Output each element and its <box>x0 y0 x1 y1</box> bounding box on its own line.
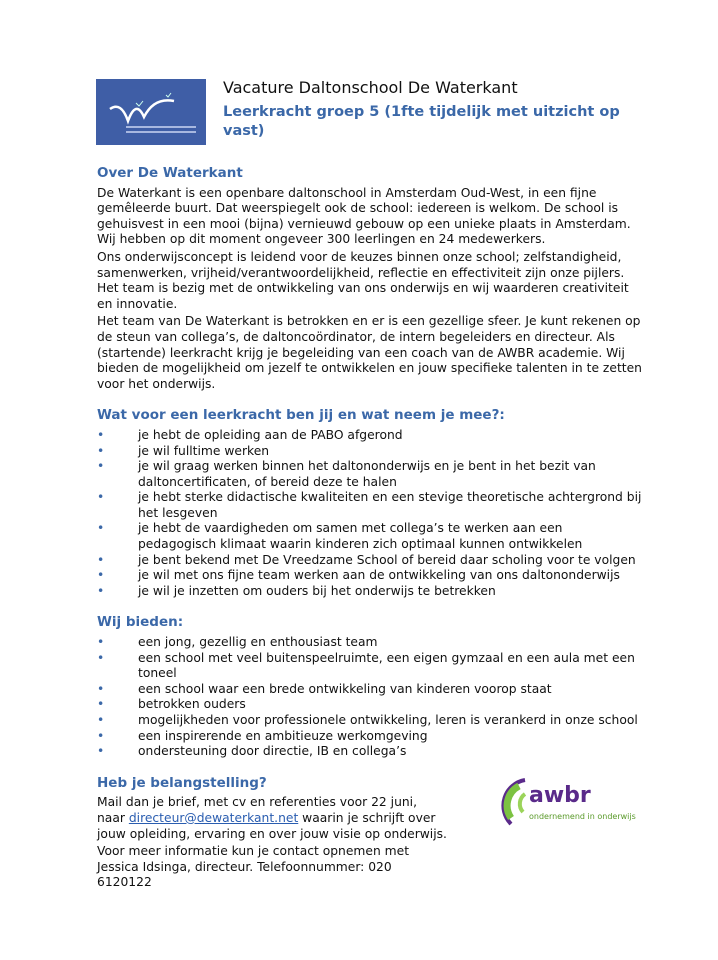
list-item: • een school met veel buitenspeelruimte, een eigen gymzaal en een aula met een toneel <box>97 651 642 682</box>
about-heading: Over De Waterkant <box>97 165 243 181</box>
contact-line: Mail dan je brief, met cv en referenties voor 22 juni, naar <box>97 795 417 825</box>
about-paragraph: De Waterkant is een openbare daltonschool in Amsterdam Oud-West, in een fijne gemêleerde buurt. Dat weerspiegelt ook de school: iedereen is welkom. De school is gehuisvest in een mooi (bijna) vernieuwd gebouw op een unieke plaats in Amsterdam. Wij hebben op dit moment ongeveer 300 leerlingen en 24 medewerkers. <box>97 185 631 247</box>
list-item: • je hebt sterke didactische kwaliteiten en een stevige theoretische achtergrond bij het lesgeven <box>97 490 642 521</box>
list-item: • je hebt de opleiding aan de PABO afgerond <box>97 428 642 444</box>
list-item: • je wil graag werken binnen het daltononderwijs en je bent in het bezit van daltoncertificaten, of bereid deze te halen <box>97 459 642 490</box>
about-paragraph: Ons onderwijsconcept is leidend voor de keuzes binnen onze school; zelfstandigheid, samenwerken, vrijheid/verantwoordelijkheid, reflectie en effectiviteit zijn onze pijlers. Het team is bezig met de ontwikkeling van ons onderwijs en wij waarderen creativiteit en innovatie. <box>97 249 629 311</box>
about-paragraph: Het team van De Waterkant is betrokken en er is een gezellige sfeer. Je kunt rekenen op de steun van collega’s, de daltoncoördinator, de intern begeleiders en directeur. Als (startende) leerkracht krijg je begeleiding van een coach van de AWBR academie. Wij bieden de mogelijkheid om jezelf te ontwikkelen en jouw specifieke talenten in te zetten voor het onderwijs. <box>97 314 642 391</box>
offer-section <box>97 615 642 759</box>
offer-heading: Wij bieden: <box>97 614 184 631</box>
contact-heading: Heb je belangstelling? <box>97 774 267 791</box>
awbr-tagline: ondernemend in onderwijs <box>529 811 636 821</box>
list-item: • je hebt de vaardigheden om samen met collega’s te werken aan een pedagogisch klimaat waarin kinderen zich optimaal kunnen ontwikkelen <box>97 521 642 552</box>
requirements-heading: Wat voor een leerkracht ben jij en wat neem je mee?: <box>97 407 505 424</box>
list-item: • een jong, gezellig en enthousiast team <box>97 635 642 651</box>
about-section <box>97 166 642 392</box>
list-item: • je bent bekend met De Vreedzame School of bereid daar scholing voor te volgen <box>97 553 642 569</box>
contact-info: Voor meer informatie kun je contact opnemen met Jessica Idsinga, directeur. Telefoonnummer: 020 6120122 <box>97 844 410 890</box>
contact-block <box>97 795 447 891</box>
list-item: • ondersteuning door directie, IB en collega’s <box>97 744 642 760</box>
list-item: • een school waar een brede ontwikkeling van kinderen voorop staat <box>97 682 642 698</box>
list-item: • je wil met ons fijne team werken aan de ontwikkeling van ons daltononderwijs <box>97 568 642 584</box>
contact-line: waarin je schrijft over jouw opleiding, ervaring en over jouw visie op onderwijs. <box>97 810 447 841</box>
list-item: • betrokken ouders <box>97 697 642 713</box>
content <box>97 0 642 927</box>
list-item: • je wil fulltime werken <box>97 444 642 460</box>
contact-section <box>97 776 642 891</box>
list-item: • je wil je inzetten om ouders bij het onderwijs te betrekken <box>97 584 642 600</box>
page-title: Vacature Daltonschool De Waterkant <box>223 78 518 97</box>
list-item: • een inspirerende en ambitieuze werkomgeving <box>97 729 642 745</box>
awbr-name: awbr <box>529 782 591 808</box>
awbr-logo <box>497 772 637 832</box>
email-link[interactable]: directeur@dewaterkant.net <box>128 810 299 825</box>
contact-text <box>97 795 447 842</box>
requirements-section <box>97 408 642 599</box>
list-item: • mogelijkheden voor professionele ontwikkeling, leren is verankerd in onze school <box>97 713 642 729</box>
job-subtitle: Leerkracht groep 5 (1fte tijdelijk met uitzicht op vast) <box>223 104 620 139</box>
